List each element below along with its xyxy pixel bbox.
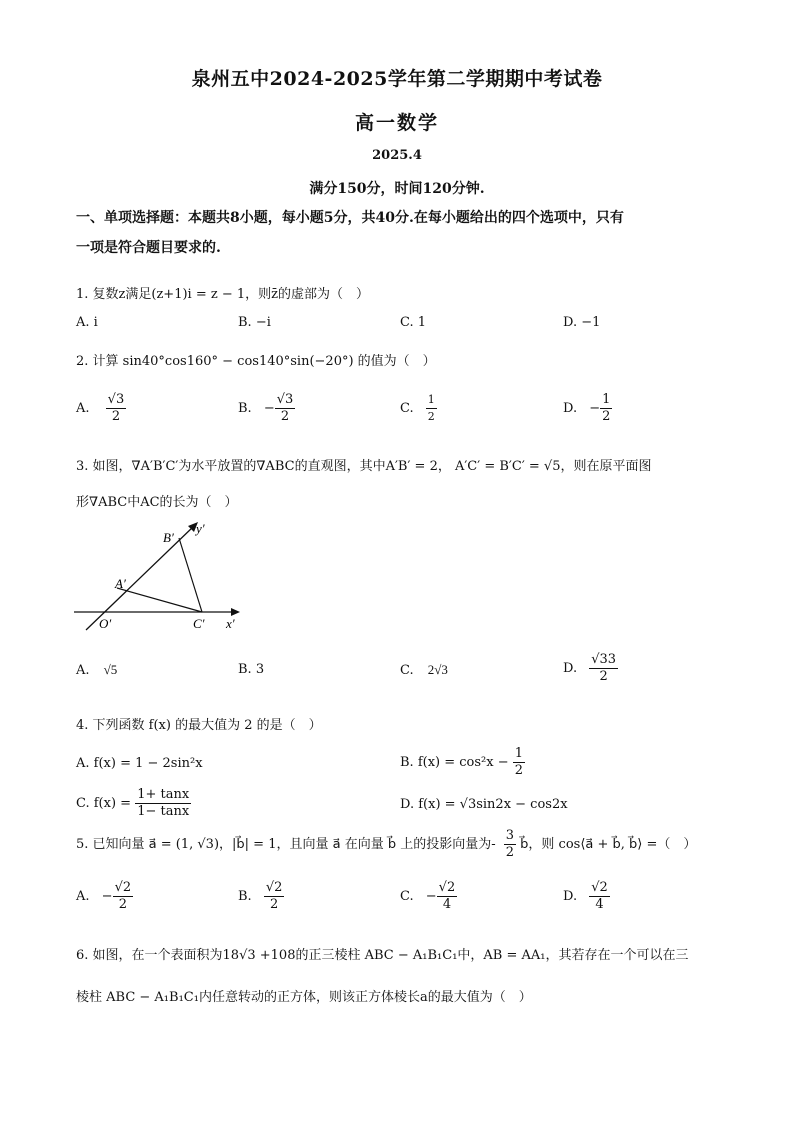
exam-date: 2025.4 [372, 148, 422, 163]
score-time-note: 满分150分，时间120分钟. [309, 181, 485, 197]
label-a-prime: A′ [115, 576, 126, 591]
question-6-stem-line1: 6. 如图，在一个表面积为18√3 +108的正三棱柱 ABC − A₁B₁C₁中，AB = AA₁，其若存在一个可以在三 [76, 948, 689, 963]
question-2-stem: 2. 计算 sin40°cos160° − cos140°sin(−20°) 的值为（ ） [76, 354, 436, 369]
label-c-prime: C′ [193, 616, 205, 631]
q3-option-c: C. 2√3 [400, 662, 448, 678]
question-3-stem-line1: 3. 如图，∇A′B′C′为水平放置的∇ABC的直观图，其中A′B′ = 2， A′C′ = B′C′ = √5，则在原平面图 [76, 459, 652, 474]
q3-option-b: B. 3 [238, 662, 265, 677]
q1-option-a: A. i [76, 315, 98, 330]
q4-option-b: B. f(x) = cos²x − $\frac{1}{2}$ [400, 746, 524, 778]
q3-option-a: A. √5 [76, 662, 118, 678]
q4-option-d: D. f(x) = √3sin2x − cos2x [400, 797, 568, 812]
q2-option-c: C. $\frac{1}{2}$ [400, 393, 435, 423]
section-heading-line2: 一项是符合题目要求的. [76, 240, 221, 256]
question-3-stem-line2: 形∇ABC中AC的长为（ ） [76, 495, 238, 510]
q4-option-c: C. f(x) = $\frac{1+ \tan x}{1- \tan x}$ [76, 787, 190, 819]
section-heading-line1: 一、单项选择题：本题共8小题，每小题5分，共40分.在每小题给出的四个选项中，只有 [76, 210, 624, 226]
q5-option-a: A. − $\frac{√2}{2}$ [76, 880, 132, 912]
exam-title: 泉州五中2024-2025学年第二学期期中考试卷 [191, 68, 603, 90]
question-6-stem-line2: 棱柱 ABC − A₁B₁C₁内任意转动的正方体，则该正方体棱长a的最大值为（ ） [76, 990, 532, 1005]
subject-title: 高一数学 [354, 112, 439, 134]
label-y-prime: y′ [196, 521, 205, 536]
question-5-stem: 5. 已知向量 a⃗ = (1, √3)，|b⃗| = 1，且向量 a⃗ 在向量 b⃗ 上的投影向量为- $\frac{3}{2}$ b⃗，则 cos⟨a⃗ + b⃗, b⃗⟩ =（ ） [76, 828, 697, 860]
q5-option-b: B. $\frac{√2}{2}$ [238, 880, 283, 912]
q1-option-d: D. −1 [563, 315, 601, 330]
q5-option-c: C. − $\frac{√2}{4}$ [400, 880, 456, 912]
q2-option-b: B. − $\frac{√3}{2}$ [238, 392, 294, 424]
q2-option-d: D. − $\frac{1}{2}$ [563, 392, 611, 424]
q2-option-a: A. $\frac{√3}{2}$ [76, 392, 125, 424]
q1-option-b: B. −i [238, 315, 271, 330]
label-x-prime: x′ [226, 616, 235, 631]
q4-option-a: A. f(x) = 1 − 2sin²x [76, 756, 203, 771]
question-4-stem: 4. 下列函数 f(x) 的最大值为 2 的是（ ） [76, 718, 322, 733]
q3-option-d: D. $\frac{√33}{2}$ [563, 652, 617, 684]
q1-option-c: C. 1 [400, 315, 427, 330]
q3-intuitive-diagram [70, 516, 250, 636]
label-b-prime: B′ [163, 530, 174, 545]
q5-option-d: D. $\frac{√2}{4}$ [563, 880, 608, 912]
question-1-stem: 1. 复数z满足(z+1)i = z − 1，则z̄的虚部为（ ） [76, 287, 369, 302]
label-o-prime: O′ [99, 616, 112, 631]
